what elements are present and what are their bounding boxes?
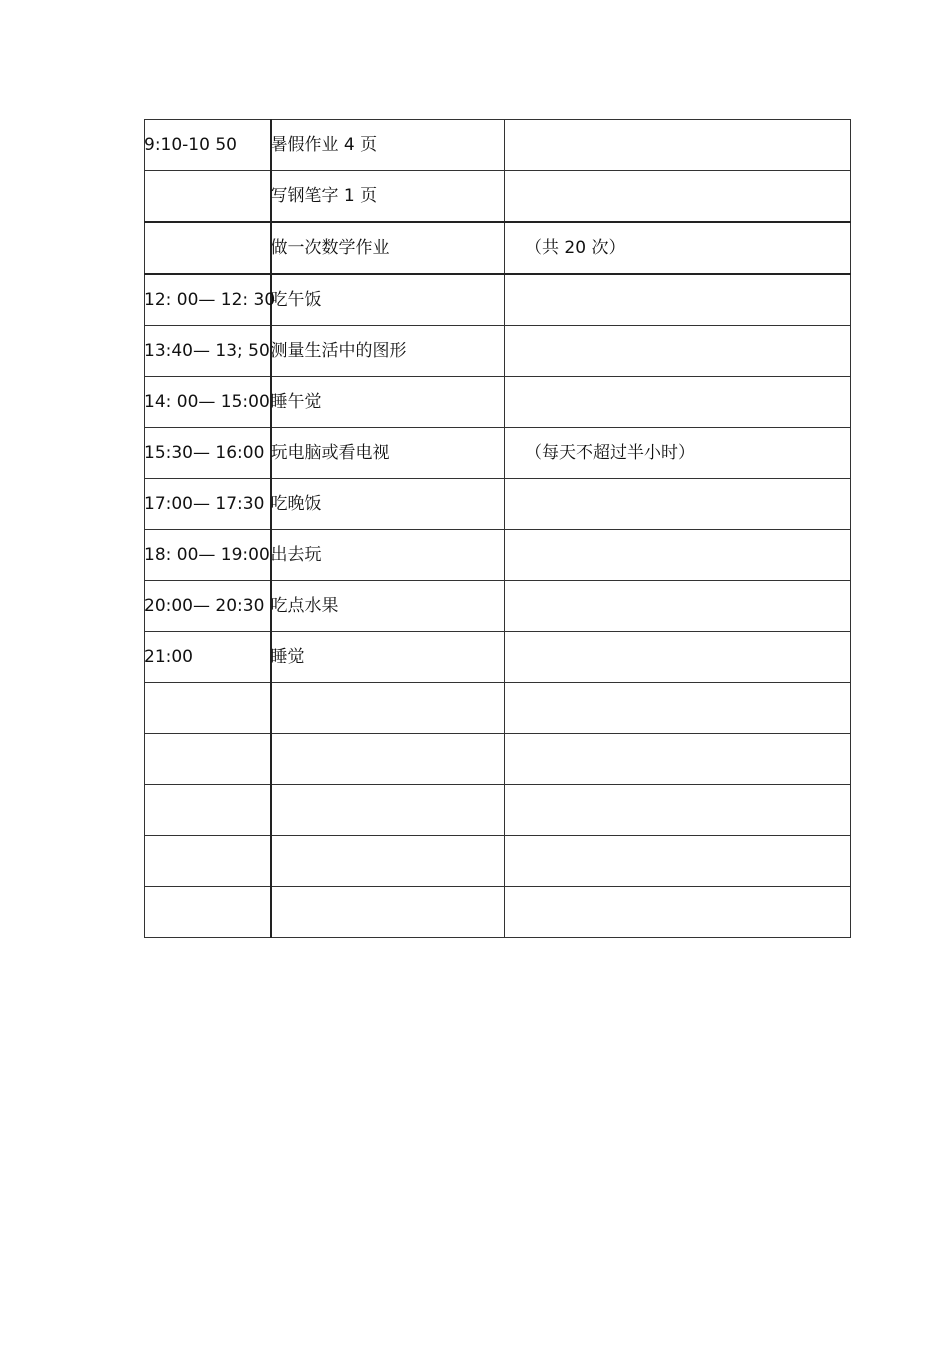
time-text: 12: 00— 12: 30 bbox=[144, 289, 276, 310]
time-text: 15:30— 16:00 bbox=[144, 442, 265, 463]
note-cell bbox=[505, 428, 851, 479]
time-text: 21:00 bbox=[144, 646, 193, 667]
task-cell bbox=[271, 120, 505, 171]
table-row bbox=[145, 683, 851, 734]
time-cell bbox=[145, 734, 271, 785]
table-row bbox=[145, 836, 851, 887]
table-row bbox=[145, 785, 851, 836]
task-cell bbox=[271, 785, 505, 836]
note-cell bbox=[505, 222, 851, 274]
note-cell bbox=[505, 785, 851, 836]
time-cell bbox=[145, 326, 271, 377]
time-cell bbox=[145, 479, 271, 530]
table-row bbox=[145, 326, 851, 377]
note-text: （每天不超过半小时） bbox=[525, 442, 695, 463]
task-text: 暑假作业 4 页 bbox=[270, 134, 378, 155]
time-cell bbox=[145, 171, 271, 223]
table-row bbox=[145, 377, 851, 428]
table-row bbox=[145, 887, 851, 938]
table-row bbox=[145, 274, 851, 326]
table-row bbox=[145, 581, 851, 632]
time-cell bbox=[145, 887, 271, 938]
note-cell bbox=[505, 683, 851, 734]
note-cell bbox=[505, 479, 851, 530]
table-row bbox=[145, 530, 851, 581]
table-row bbox=[145, 171, 851, 223]
note-cell bbox=[505, 274, 851, 326]
task-text: 吃晚饭 bbox=[270, 493, 322, 514]
task-cell bbox=[271, 479, 505, 530]
note-cell bbox=[505, 632, 851, 683]
task-text: 做一次数学作业 bbox=[270, 237, 390, 258]
note-cell bbox=[505, 326, 851, 377]
table-row bbox=[145, 428, 851, 479]
note-cell bbox=[505, 530, 851, 581]
time-cell bbox=[145, 836, 271, 887]
time-cell bbox=[145, 120, 271, 171]
note-cell bbox=[505, 377, 851, 428]
note-cell bbox=[505, 836, 851, 887]
time-cell bbox=[145, 581, 271, 632]
time-text: 9:10-10 50 bbox=[144, 134, 237, 155]
task-text: 睡午觉 bbox=[270, 391, 322, 412]
note-cell bbox=[505, 171, 851, 223]
task-cell bbox=[271, 326, 505, 377]
note-cell bbox=[505, 120, 851, 171]
task-text: 出去玩 bbox=[270, 544, 322, 565]
task-text: 玩电脑或看电视 bbox=[270, 442, 390, 463]
note-cell bbox=[505, 581, 851, 632]
time-cell bbox=[145, 530, 271, 581]
task-text: 吃午饭 bbox=[270, 289, 322, 310]
time-cell bbox=[145, 632, 271, 683]
task-cell bbox=[271, 530, 505, 581]
time-cell bbox=[145, 377, 271, 428]
time-text: 18: 00— 19:00 bbox=[144, 544, 270, 565]
time-cell bbox=[145, 428, 271, 479]
table-row bbox=[145, 120, 851, 171]
time-cell bbox=[144, 274, 276, 326]
task-cell bbox=[271, 428, 505, 479]
task-text: 测量生活中的图形 bbox=[270, 340, 407, 361]
time-text: 17:00— 17:30 bbox=[144, 493, 265, 514]
task-cell bbox=[271, 222, 505, 274]
table-row bbox=[145, 632, 851, 683]
task-cell bbox=[271, 377, 505, 428]
time-text: 13:40— 13; 50 bbox=[144, 340, 270, 361]
table-row bbox=[145, 222, 851, 274]
note-cell bbox=[505, 887, 851, 938]
time-text: 20:00— 20:30 bbox=[144, 595, 265, 616]
task-cell bbox=[271, 171, 505, 223]
note-text: （共 20 次） bbox=[525, 237, 626, 258]
task-cell bbox=[271, 734, 505, 785]
time-cell bbox=[145, 785, 271, 836]
task-cell bbox=[271, 274, 505, 326]
task-cell bbox=[271, 632, 505, 683]
task-cell bbox=[271, 887, 505, 938]
task-cell bbox=[271, 836, 505, 887]
task-text: 吃点水果 bbox=[270, 595, 339, 616]
note-cell bbox=[505, 734, 851, 785]
schedule-table bbox=[144, 119, 851, 938]
table-row bbox=[145, 734, 851, 785]
time-cell bbox=[145, 683, 271, 734]
task-cell bbox=[271, 581, 505, 632]
time-text: 14: 00— 15:00 bbox=[144, 391, 270, 412]
time-cell bbox=[145, 222, 271, 274]
task-cell bbox=[271, 683, 505, 734]
task-text: 睡觉 bbox=[270, 646, 305, 667]
task-text: 写钢笔字 1 页 bbox=[270, 185, 378, 206]
table-row bbox=[145, 479, 851, 530]
